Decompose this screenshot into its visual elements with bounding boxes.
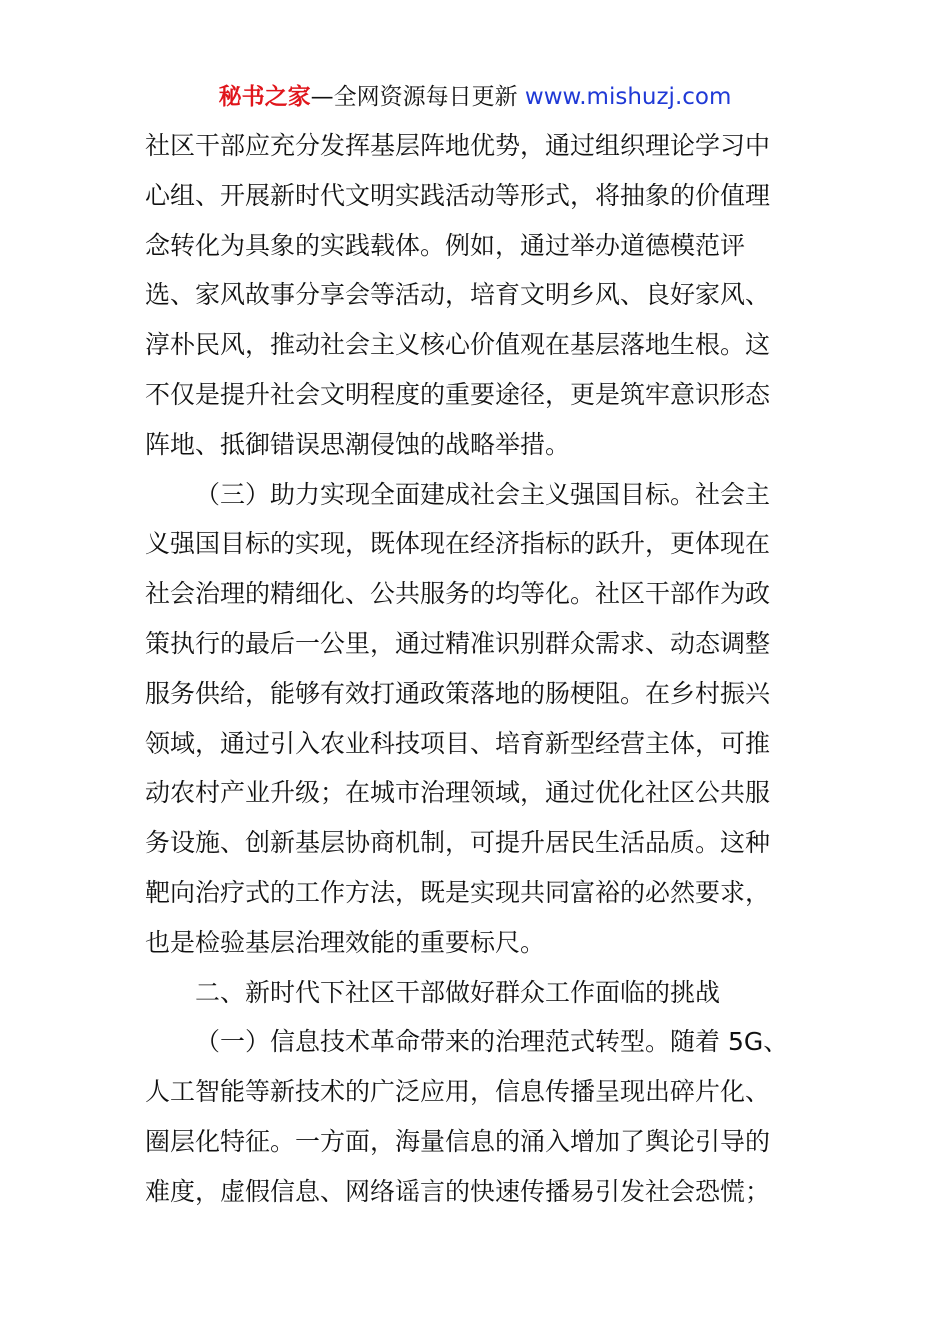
text-line: 领域，通过引入农业科技项目、培育新型经营主体，可推 xyxy=(145,728,771,758)
text-line: 策执行的最后一公里，通过精准识别群众需求、动态调整 xyxy=(145,628,771,658)
text-line: 义强国目标的实现，既体现在经济指标的跃升，更体现在 xyxy=(145,529,771,559)
site-brand: 秘书之家 xyxy=(218,84,311,110)
document-body xyxy=(145,121,825,1217)
text-line: 社会治理的精细化、公共服务的均等化。社区干部作为政 xyxy=(145,579,771,609)
text-line: 社区干部应充分发挥基层阵地优势，通过组织理论学习中 xyxy=(145,131,771,160)
paragraph-heading: （三）助力实现全面建成社会主义强国目标。社会主 xyxy=(195,479,771,509)
section-heading: 二、新时代下社区干部做好群众工作面临的挑战 xyxy=(195,977,721,1007)
text-line: 人工智能等新技术的广泛应用，信息传播呈现出碎片化、 xyxy=(145,1077,771,1107)
site-header xyxy=(0,80,950,114)
text-line: 也是检验基层治理效能的重要标尺。 xyxy=(145,927,546,957)
site-url[interactable]: www.mishuzj.com xyxy=(524,84,732,110)
text-line: 服务供给，能够有效打通政策落地的肠梗阻。在乡村振兴 xyxy=(145,678,771,708)
text-line: 务设施、创新基层协商机制，可提升居民生活品质。这种 xyxy=(145,828,771,858)
text-line: 不仅是提升社会文明程度的重要途径，更是筑牢意识形态 xyxy=(145,379,771,409)
paragraph-heading: （一）信息技术革命带来的治理范式转型。随着 5G、 xyxy=(195,1027,789,1057)
text-line: 靶向治疗式的工作方法，既是实现共同富裕的必然要求， xyxy=(145,877,771,907)
text-line: 动农村产业升级；在城市治理领域，通过优化社区公共服 xyxy=(145,778,771,808)
text-line: 圈层化特征。一方面，海量信息的涌入增加了舆论引导的 xyxy=(145,1126,771,1156)
site-tagline: —全网资源每日更新 xyxy=(310,84,525,110)
text-line: 阵地、抵御错误思潮侵蚀的战略举措。 xyxy=(145,429,571,459)
text-line: 念转化为具象的实践载体。例如，通过举办道德模范评 xyxy=(145,230,746,260)
text-line: 淳朴民风，推动社会主义核心价值观在基层落地生根。这 xyxy=(145,330,771,360)
text-line: 选、家风故事分享会等活动，培育文明乡风、良好家风、 xyxy=(145,280,771,310)
text-line: 难度，虚假信息、网络谣言的快速传播易引发社会恐慌； xyxy=(145,1176,771,1206)
text-line: 心组、开展新时代文明实践活动等形式，将抽象的价值理 xyxy=(145,180,771,210)
